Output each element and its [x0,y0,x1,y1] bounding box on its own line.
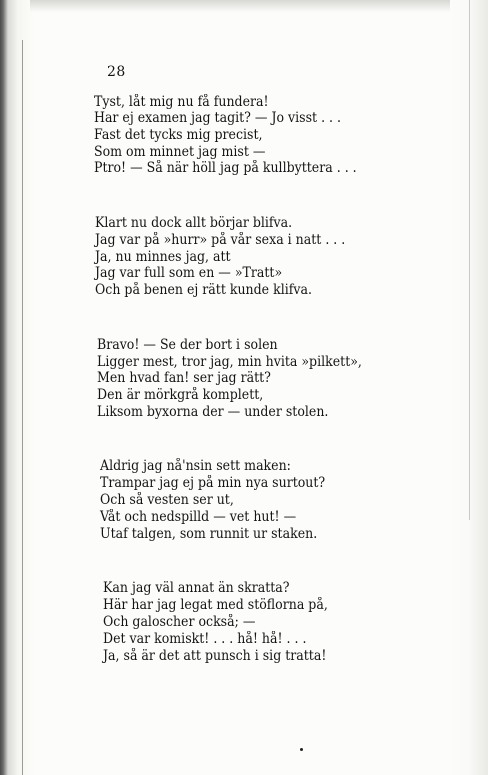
binding-edge-line [22,40,23,775]
verse-line: Det var komiskt! . . . hå! hå! . . . [103,631,307,647]
verse-line: Fast det tycks mig precist, [94,127,263,143]
verse-line: Och galoscher också; — [103,614,256,630]
verse-line: Bravo! — Se der bort i solen [97,337,278,353]
page-edge-shadow [444,0,488,775]
verse-line: Ja, nu minnes jag, att [95,249,231,265]
verse-line: Klart nu dock allt börjar blifva. [95,215,293,231]
verse-line: Men hvad fan! ser jag rätt? [97,370,271,386]
verse-line: Aldrig jag nå'nsin sett maken: [100,458,291,474]
top-edge-shadow [30,0,450,12]
verse-line: Ligger mest, tror jag, min hvita »pilkett», [97,354,362,370]
verse-line: Den är mörkgrå komplett, [97,387,264,403]
verse-line: Och på benen ej rätt kunde klifva. [95,282,312,298]
scan-speck [300,748,303,751]
page-number: 28 [107,64,126,80]
verse-line: Våt och nedspilld — vet hut! — [100,509,297,525]
verse-line: Liksom byxorna der — under stolen. [97,404,329,420]
page-edge-line [469,0,470,520]
verse-line: Ptro! — Så när höll jag på kullbyttera . . . [94,160,357,176]
verse-line: Som om minnet jag mist — [94,144,266,160]
verse-line: Kan jag väl annat än skratta? [103,580,290,596]
verse-line: Jag var på »hurr» på vår sexa i natt . . . [95,232,346,248]
verse-line: Jag var full som en — »Tratt» [95,265,283,281]
verse-line: Utaf talgen, som runnit ur staken. [100,526,318,542]
verse-line: Ja, så är det att punsch i sig tratta! [103,648,327,664]
verse-line: Trampar jag ej på min nya surtout? [100,475,326,491]
verse-line: Tyst, låt mig nu få fundera! [94,94,269,110]
binding-shadow [0,0,34,775]
verse-line: Och så vesten ser ut, [100,492,234,508]
verse-line: Här har jag legat med stöflorna på, [103,597,328,613]
verse-line: Har ej examen jag tagit? — Jo visst . . . [94,110,342,126]
